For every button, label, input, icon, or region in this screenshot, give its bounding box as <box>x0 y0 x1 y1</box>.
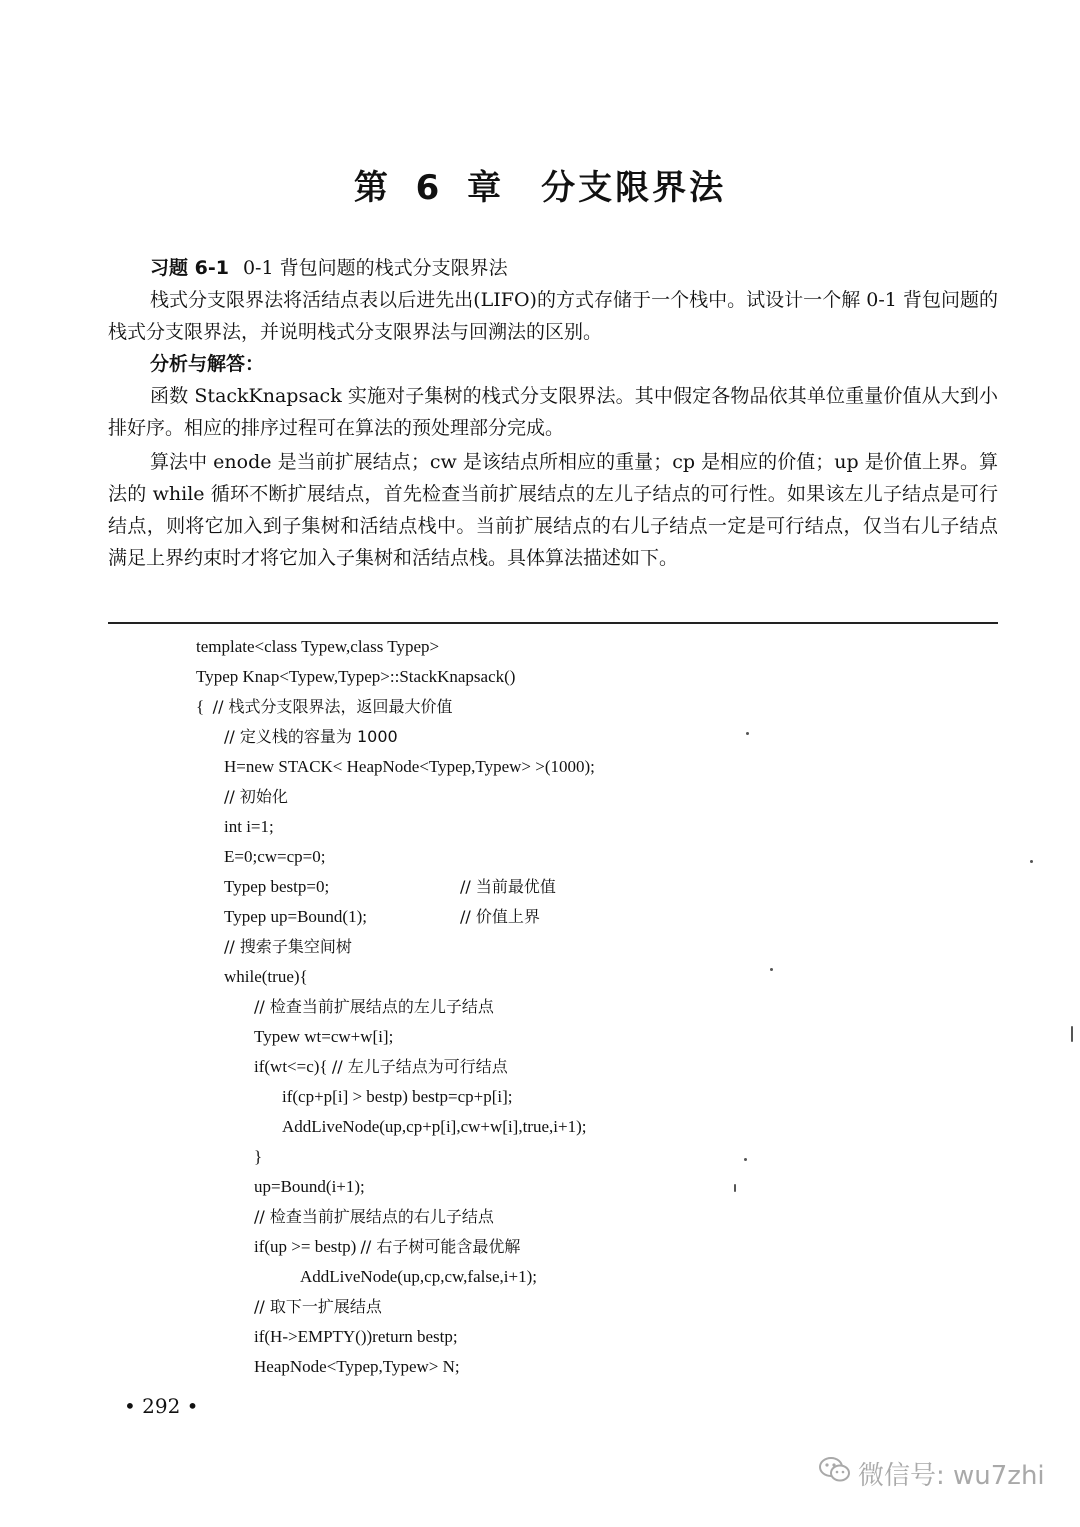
code-line <box>196 1172 956 1202</box>
code-text: template<class Typew,class Typep> <box>196 637 440 656</box>
code-line <box>196 1322 956 1352</box>
code-comment: // 检查当前扩展结点的左儿子结点 <box>254 997 494 1016</box>
wechat-watermark <box>818 1455 1045 1492</box>
code-line <box>196 1292 956 1322</box>
code-line <box>196 842 956 872</box>
code-text: { <box>196 697 213 716</box>
watermark-text: 微信号: wu7zhi <box>858 1461 1045 1491</box>
code-line <box>196 812 956 842</box>
code-line <box>196 1352 956 1382</box>
code-line <box>196 752 956 782</box>
code-comment: // 右子树可能含最优解 <box>360 1237 521 1256</box>
exercise-heading <box>108 252 998 284</box>
section-divider <box>108 622 998 624</box>
code-text: if(H->EMPTY())return bestp; <box>254 1327 458 1346</box>
answer-label: 分析与解答： <box>150 353 265 375</box>
code-comment: // 价值上界 <box>460 907 540 926</box>
code-text: if(cp+p[i] > bestp) bestp=cp+p[i]; <box>282 1087 513 1106</box>
code-line <box>196 722 956 752</box>
exercise-title: 0-1 背包问题的栈式分支限界法 <box>242 257 508 279</box>
code-comment: // 取下一扩展结点 <box>254 1297 382 1316</box>
code-line <box>196 1202 956 1232</box>
code-text: int i=1; <box>224 817 274 836</box>
code-comment: // 定义栈的容量为 1000 <box>224 727 398 746</box>
code-line <box>196 1082 956 1112</box>
code-line <box>196 962 956 992</box>
scan-speck <box>744 1158 747 1161</box>
chapter-title: 第 6 章 分支限界法 <box>353 168 727 208</box>
code-line <box>196 692 956 722</box>
code-comment: // 搜索子集空间树 <box>224 937 352 956</box>
scan-speck <box>770 968 773 971</box>
code-text: } <box>254 1147 263 1166</box>
code-comment: // 初始化 <box>224 787 288 806</box>
code-comment: // 左儿子结点为可行结点 <box>331 1057 508 1076</box>
code-text: HeapNode<Typep,Typew> N; <box>254 1357 460 1376</box>
code-text: E=0;cw=cp=0; <box>224 847 326 866</box>
wechat-icon <box>818 1455 852 1492</box>
exercise-label: 习题 6-1 <box>150 257 229 279</box>
exercise-text: 栈式分支限界法将活结点表以后进先出(LIFO)的方式存储于一个栈中。试设计一个解 0-1 背包问题的栈式分支限界法，并说明栈式分支限界法与回溯法的区别。 <box>108 289 998 343</box>
code-line <box>196 872 956 902</box>
scan-speck <box>1071 1026 1073 1042</box>
code-block <box>196 632 956 1382</box>
code-line <box>196 782 956 812</box>
code-comment: // 当前最优值 <box>460 877 556 896</box>
code-comment: // 检查当前扩展结点的右儿子结点 <box>254 1207 494 1226</box>
code-line <box>196 902 956 932</box>
code-line <box>196 992 956 1022</box>
code-text: H=new STACK< HeapNode<Typep,Typew> >(1000); <box>224 757 595 776</box>
code-comment: // 栈式分支限界法，返回最大价值 <box>212 697 453 716</box>
answer-paragraph: 函数 StackKnapsack 实施对子集树的栈式分支限界法。其中假定各物品依其单位重量价值从大到小排好序。相应的排序过程可在算法的预处理部分完成。 <box>108 385 998 439</box>
scan-speck <box>746 732 749 735</box>
code-line <box>196 1022 956 1052</box>
code-text: up=Bound(i+1); <box>254 1177 365 1196</box>
code-line <box>196 1052 956 1082</box>
answer-paragraph: 算法中 enode 是当前扩展结点；cw 是该结点所相应的重量；cp 是相应的价值；up 是价值上界。算法的 while 循环不断扩展结点，首先检查当前扩展结点的左儿子结点的可行性。如果该左儿子结点是可行结点，则将它加入到子集树和活结点栈中。当前扩展结点的右儿子结点一定是可行结点，仅当右儿子结点满足上界约束时才将它加入子集树和活结点栈。具体算法描述如下。 <box>108 451 998 569</box>
page-number: • 292 • <box>124 1394 199 1418</box>
code-text: AddLiveNode(up,cp+p[i],cw+w[i],true,i+1); <box>282 1117 587 1136</box>
code-line <box>196 662 956 692</box>
code-text: Typep bestp=0; <box>224 877 330 896</box>
code-text: if(up >= bestp) <box>254 1237 361 1256</box>
code-line <box>196 632 956 662</box>
code-text: if(wt<=c){ <box>254 1057 332 1076</box>
scan-speck <box>734 1184 736 1192</box>
code-text: Typew wt=cw+w[i]; <box>254 1027 394 1046</box>
code-line <box>196 1262 956 1292</box>
scan-speck <box>1030 860 1033 863</box>
code-text: Typep Knap<Typew,Typep>::StackKnapsack() <box>196 667 516 686</box>
code-text: while(true){ <box>224 967 308 986</box>
code-text: Typep up=Bound(1); <box>224 907 367 926</box>
code-line <box>196 1232 956 1262</box>
code-line <box>196 1112 956 1142</box>
code-line <box>196 1142 956 1172</box>
code-text: AddLiveNode(up,cp,cw,false,i+1); <box>300 1267 537 1286</box>
code-line <box>196 932 956 962</box>
